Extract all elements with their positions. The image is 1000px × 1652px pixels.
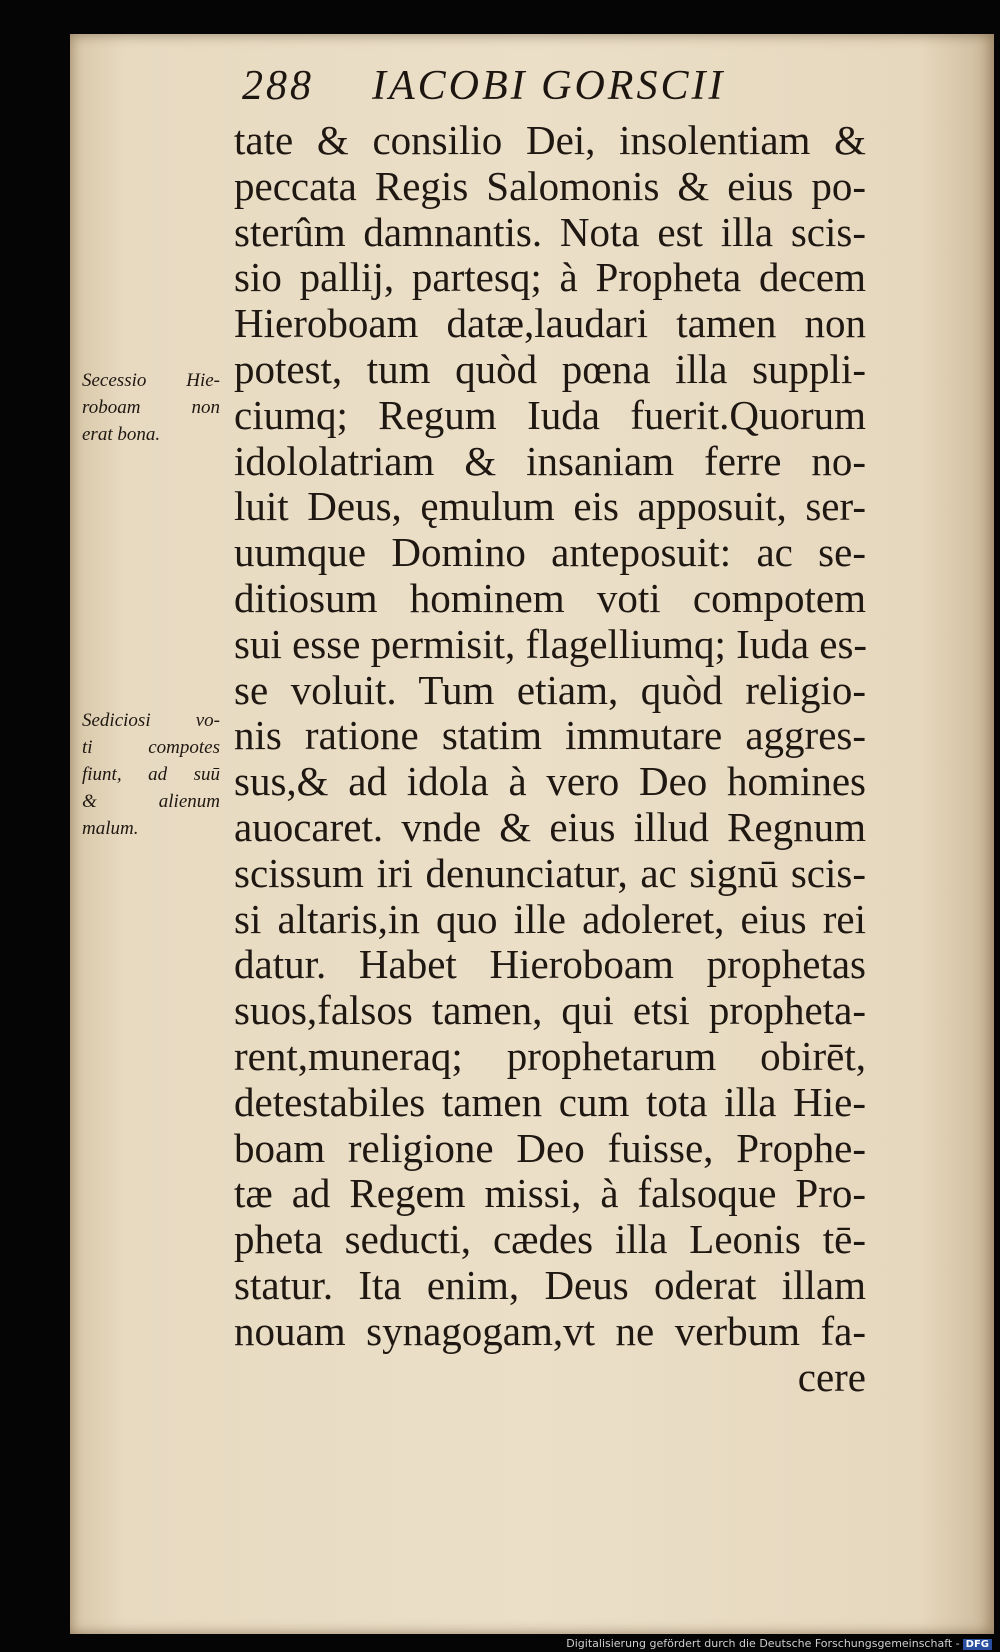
- text-line: sterûm damnantis. Nota est illa scis-: [234, 208, 866, 255]
- text-line: pheta seducti, cædes illa Leonis tē-: [234, 1216, 866, 1263]
- text-line: ditiosum hominem voti compotem: [234, 574, 866, 621]
- text-line: tæ ad Regem missi, à falsoque Pro-: [234, 1170, 866, 1217]
- text-line: uumque Domino anteposuit: ac se-: [234, 529, 866, 576]
- margin-note-line: erat bona.: [82, 424, 161, 445]
- dfg-logo: DFG: [963, 1639, 992, 1650]
- text-line: potest, tum quòd pœna illa suppli-: [234, 345, 866, 392]
- text-line: detestabiles tamen cum tota illa Hie-: [234, 1078, 866, 1125]
- text-line: se voluit. Tum etiam, quòd religio-: [234, 666, 866, 713]
- text-line: idololatriam & insaniam ferre no-: [234, 437, 866, 484]
- page-number: 288: [242, 63, 314, 109]
- margin-note-line: ti compotes: [82, 737, 220, 758]
- text-line: luit Deus, ęmulum eis apposuit, ser-: [234, 483, 866, 530]
- margin-note-line: Secessio Hie-: [82, 370, 220, 391]
- digitization-credit: [566, 1637, 992, 1650]
- main-text-block: [234, 118, 866, 1400]
- text-line: nouam synagogam,vt ne verbum fa-: [234, 1307, 866, 1354]
- margin-note-line: malum.: [82, 818, 139, 839]
- margin-note-secessio: [82, 367, 220, 448]
- text-line: Hieroboam datæ,laudari tamen non: [234, 300, 866, 347]
- text-line: sus,& ad idola à vero Deo homines: [234, 758, 866, 805]
- text-line: sui esse permisit, flagelliumq; Iuda es-: [234, 620, 868, 667]
- credit-text: Digitalisierung gefördert durch die Deutsche Forschungsgemeinschaft -: [566, 1637, 960, 1650]
- text-line: datur. Habet Hieroboam prophetas: [234, 941, 866, 988]
- text-line: scissum iri denunciatur, ac signū scis-: [234, 849, 866, 896]
- text-line: ciumq; Regum Iuda fuerit.Quorum: [234, 391, 866, 438]
- text-line: auocaret. vnde & eius illud Regnum: [234, 803, 866, 850]
- text-line: statur. Ita enim, Deus oderat illam: [234, 1261, 866, 1308]
- margin-note-line: roboam non: [82, 397, 220, 418]
- margin-note-line: fiunt, ad suū: [82, 764, 220, 785]
- text-line: peccata Regis Salomonis & eius po-: [234, 162, 866, 209]
- catchword: cere: [797, 1353, 866, 1400]
- text-line: suos,falsos tamen, qui etsi propheta-: [234, 987, 866, 1034]
- running-title: IACOBI GORSCII: [372, 63, 726, 109]
- margin-note-line: & alienum: [82, 791, 220, 812]
- text-line: tate & consilio Dei, insolentiam &: [234, 117, 866, 163]
- text-line: si altaris,in quo ille adoleret, eius rei: [234, 895, 866, 942]
- text-line: sio pallij, partesq; à Propheta decem: [234, 254, 866, 301]
- running-header: [242, 62, 725, 110]
- text-line: boam religione Deo fuisse, Prophe-: [234, 1124, 866, 1171]
- text-line: nis ratione statim immutare aggres-: [234, 712, 866, 759]
- margin-note-line: Sediciosi vo-: [82, 710, 220, 731]
- text-line: rent,muneraq; prophetarum obirēt,: [234, 1032, 866, 1079]
- margin-note-sediciosi: [82, 707, 220, 842]
